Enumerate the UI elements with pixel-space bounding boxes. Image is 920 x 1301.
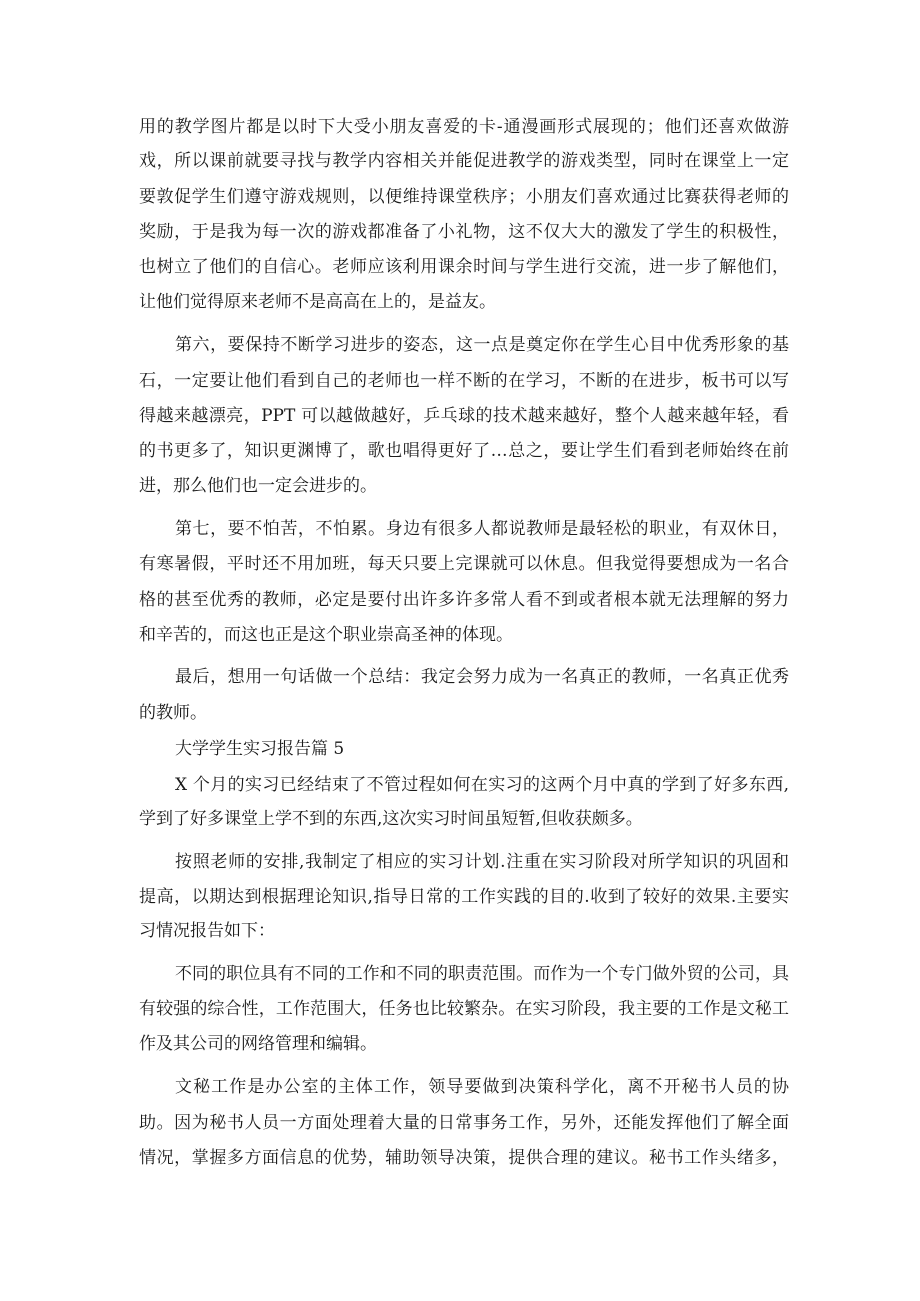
paragraph-line: 石，一定要让他们看到自己的老师也一样不断的在学习，不断的在进步，板书可以写 [139, 371, 789, 391]
paragraph-line: X 个月的实习已经结束了不管过程如何在实习的这两个月中真的学到了好多东西, [175, 775, 789, 795]
paragraph-line: 助。因为秘书人员一方面处理着大量的日常事务工作，另外，还能发挥他们了解全面 [139, 1113, 789, 1133]
paragraph-line: 进，那么他们也一定会进步的。 [139, 476, 377, 496]
paragraph-line: 学到了好多课堂上学不到的东西,这次实习时间虽短暂,但收获颇多。 [139, 809, 643, 829]
paragraph-line: 得越来越漂亮，PPT 可以越做越好，乒乓球的技术越来越好，整个人越来越年轻，看 [139, 406, 789, 426]
paragraph-line: 按照老师的安排,我制定了相应的实习计划.注重在实习阶段对所学知识的巩固和 [175, 852, 789, 872]
section-heading: 大学学生实习报告篇 5 [175, 739, 345, 759]
paragraph-line: 的书更多了，知识更渊博了，歌也唱得更好了…总之，要让学生们看到老师始终在前 [139, 441, 789, 461]
paragraph-line: 奖励，于是我为每一次的游戏都准备了小礼物，这不仅大大的激发了学生的积极性， [139, 222, 789, 242]
paragraph-line: 有寒暑假，平时还不用加班，每天只要上完课就可以休息。但我觉得要想成为一名合 [139, 554, 789, 574]
paragraph-line: 的教师。 [139, 703, 207, 723]
paragraph-line: 不同的职位具有不同的工作和不同的职责范围。而作为一个专门做外贸的公司，具 [175, 964, 789, 984]
paragraph-line: 让他们觉得原来老师不是高高在上的，是益友。 [139, 292, 496, 312]
paragraph-line: 格的甚至优秀的教师，必定是要付出许多许多常人看不到或者根本就无法理解的努力 [139, 590, 789, 610]
paragraph-line: 情况，掌握多方面信息的优势，辅助领导决策，提供合理的建议。秘书工作头绪多， [139, 1148, 789, 1168]
paragraph-line: 也树立了他们的自信心。老师应该利用课余时间与学生进行交流，进一步了解他们， [139, 257, 789, 277]
paragraph-line: 有较强的综合性，工作范围大，任务也比较繁杂。在实习阶段，我主要的工作是文秘工 [139, 999, 789, 1019]
paragraph-line: 习情况报告如下： [139, 921, 275, 941]
paragraph-line: 作及其公司的网络管理和编辑。 [139, 1034, 377, 1054]
paragraph-line: 文秘工作是办公室的主体工作，领导要做到决策科学化，离不开秘书人员的协 [175, 1077, 789, 1097]
paragraph-line: 和辛苦的，而这也正是这个职业崇高圣神的体现。 [139, 625, 513, 645]
paragraph-line: 第六，要保持不断学习进步的姿态，这一点是奠定你在学生心目中优秀形象的基 [175, 335, 789, 355]
paragraph-line: 要敦促学生们遵守游戏规则，以便维持课堂秩序；小朋友们喜欢通过比赛获得老师的 [139, 187, 789, 207]
paragraph-line: 用的教学图片都是以时下大受小朋友喜爱的卡-通漫画形式展现的；他们还喜欢做游 [139, 117, 789, 137]
paragraph-line: 提高，以期达到根据理论知识,指导日常的工作实践的目的.收到了较好的效果.主要实 [139, 887, 789, 907]
paragraph-line: 第七，要不怕苦，不怕累。身边有很多人都说教师是最轻松的职业，有双休日， [175, 519, 789, 539]
paragraph-line: 戏，所以课前就要寻找与教学内容相关并能促进教学的游戏类型，同时在课堂上一定 [139, 151, 789, 171]
paragraph-line: 最后，想用一句话做一个总结：我定会努力成为一名真正的教师，一名真正优秀 [175, 667, 789, 687]
